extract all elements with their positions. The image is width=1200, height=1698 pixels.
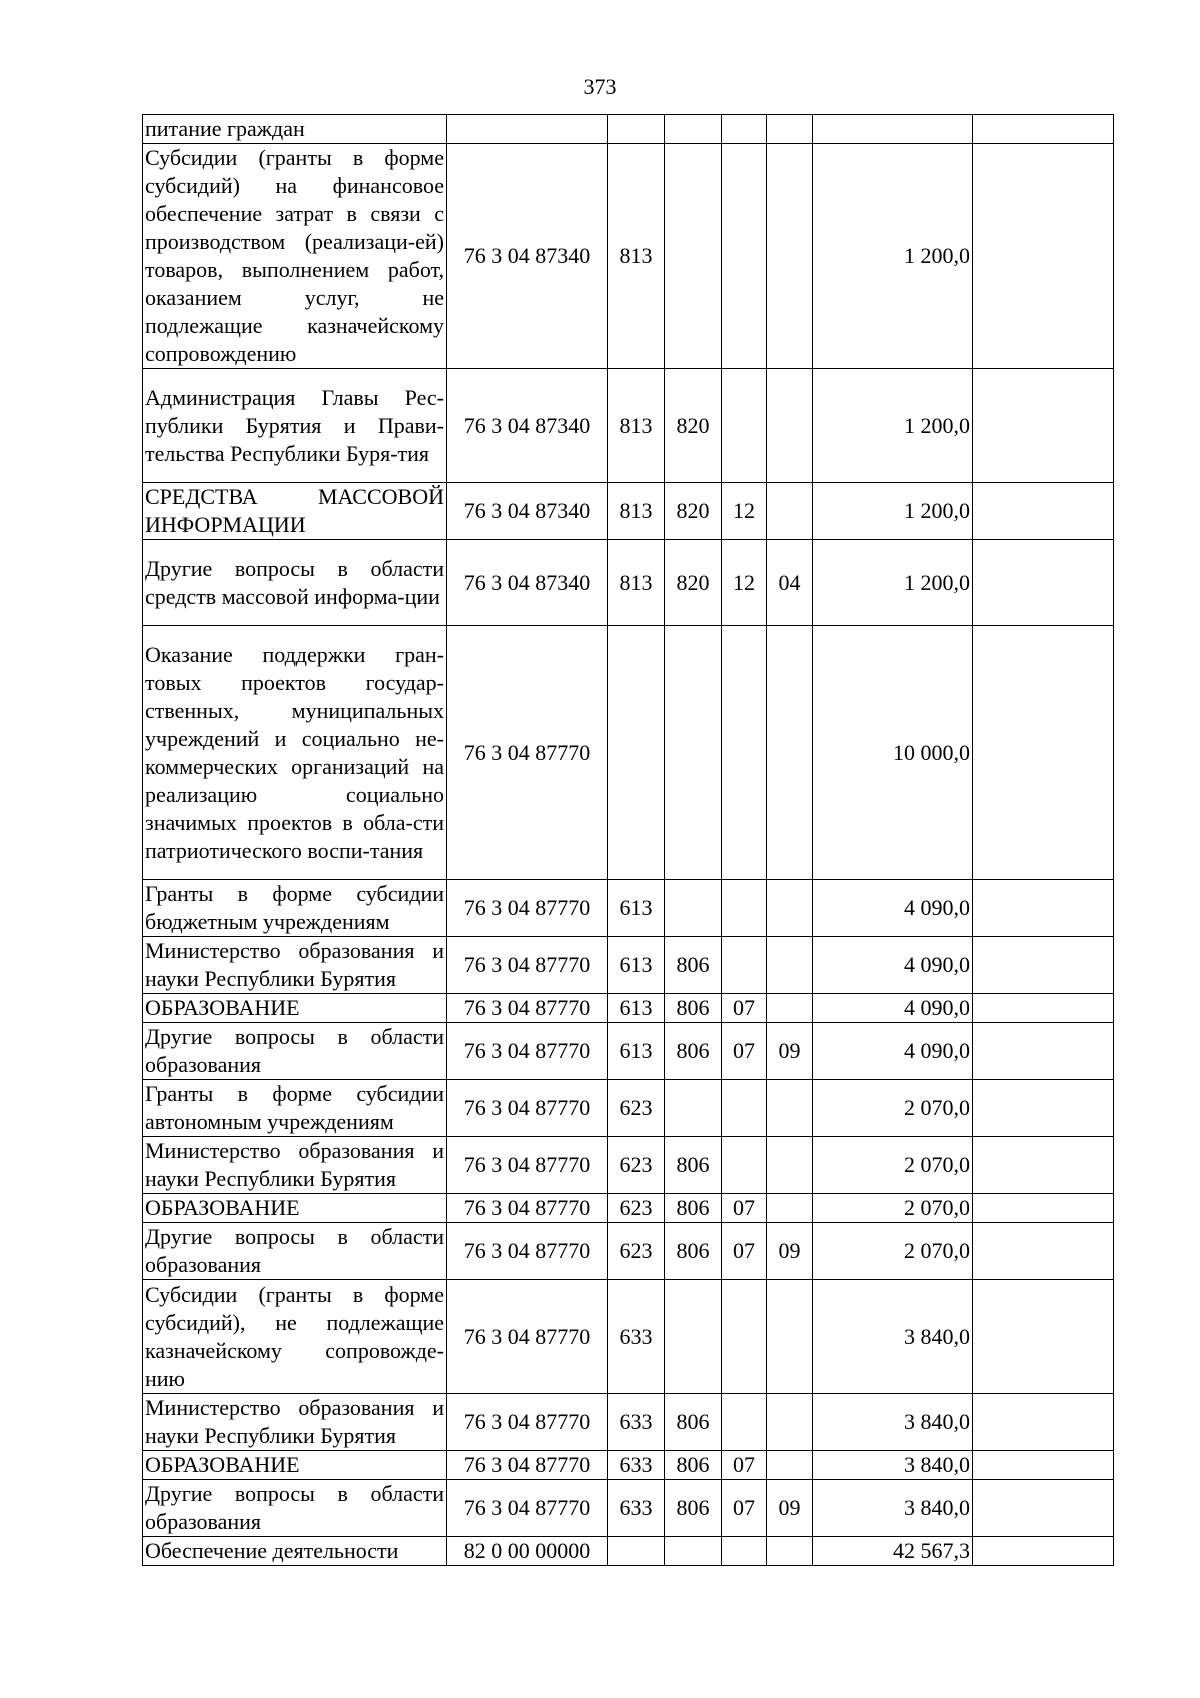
row-subsection [767,1280,813,1394]
row-ministry-code [665,626,722,880]
row-amount: 1 200,0 [813,144,973,369]
row-target-article: 76 3 04 87770 [447,1394,608,1451]
row-subsection [767,937,813,994]
row-empty-cell [973,1451,1114,1480]
row-target-article: 76 3 04 87770 [447,1023,608,1080]
row-section: 07 [722,1451,767,1480]
row-target-article: 76 3 04 87770 [447,880,608,937]
row-section [722,880,767,937]
row-section [722,144,767,369]
table-row [143,1080,1114,1137]
row-subsection [767,1537,813,1566]
row-subsection [767,115,813,144]
row-empty-cell [973,1537,1114,1566]
row-empty-cell [973,1194,1114,1223]
table-row [143,937,1114,994]
row-target-article: 76 3 04 87770 [447,626,608,880]
row-target-article: 76 3 04 87340 [447,144,608,369]
table-row [143,1480,1114,1537]
budget-table [142,114,1114,1566]
row-section: 07 [722,1023,767,1080]
row-name: Гранты в форме субсидии бюджетным учреждениям [143,880,447,937]
row-name: Другие вопросы в области образования [143,1223,447,1280]
row-ministry-code: 806 [665,994,722,1023]
row-amount: 10 000,0 [813,626,973,880]
row-empty-cell [973,369,1114,483]
row-name: Другие вопросы в области средств массовой информа-ции [143,540,447,626]
row-expense-type: 613 [608,937,665,994]
row-expense-type: 623 [608,1194,665,1223]
row-ministry-code [665,1080,722,1137]
row-empty-cell [973,1280,1114,1394]
row-section: 07 [722,1194,767,1223]
row-subsection [767,880,813,937]
row-subsection [767,1080,813,1137]
row-target-article: 76 3 04 87770 [447,994,608,1023]
row-empty-cell [973,1480,1114,1537]
row-subsection [767,144,813,369]
row-name: питание граждан [143,115,447,144]
row-expense-type: 623 [608,1137,665,1194]
row-subsection: 09 [767,1480,813,1537]
row-ministry-code: 806 [665,1023,722,1080]
row-target-article: 76 3 04 87340 [447,369,608,483]
row-ministry-code [665,1537,722,1566]
row-name: Субсидии (гранты в форме субсидий) на финансовое обеспечение затрат в связи с производством (реализаци-ей) товаров, выполнением работ, оказанием услуг, не подлежащие казначейскому сопровождению [143,144,447,369]
row-expense-type: 813 [608,540,665,626]
row-section [722,1137,767,1194]
row-expense-type: 633 [608,1394,665,1451]
row-ministry-code: 806 [665,937,722,994]
row-section: 12 [722,483,767,540]
row-target-article: 76 3 04 87770 [447,937,608,994]
row-target-article: 76 3 04 87340 [447,483,608,540]
row-expense-type [608,115,665,144]
row-ministry-code: 806 [665,1394,722,1451]
table-row [143,144,1114,369]
row-section [722,115,767,144]
row-expense-type: 633 [608,1280,665,1394]
row-expense-type [608,626,665,880]
row-amount: 2 070,0 [813,1194,973,1223]
row-ministry-code: 806 [665,1480,722,1537]
row-expense-type: 613 [608,1023,665,1080]
row-subsection [767,1451,813,1480]
row-subsection [767,994,813,1023]
table-row [143,1194,1114,1223]
table-row [143,1394,1114,1451]
row-target-article: 76 3 04 87770 [447,1280,608,1394]
row-name: Другие вопросы в области образования [143,1023,447,1080]
row-ministry-code: 820 [665,540,722,626]
row-subsection: 04 [767,540,813,626]
row-ministry-code [665,144,722,369]
row-name: Субсидии (гранты в форме субсидий), не подлежащие казначейскому сопровожде-нию [143,1280,447,1394]
row-ministry-code: 820 [665,369,722,483]
row-empty-cell [973,1137,1114,1194]
row-empty-cell [973,626,1114,880]
table-row [143,540,1114,626]
row-expense-type: 623 [608,1223,665,1280]
row-amount: 4 090,0 [813,1023,973,1080]
row-ministry-code: 806 [665,1223,722,1280]
table-row [143,483,1114,540]
table-row [143,1223,1114,1280]
row-amount: 1 200,0 [813,369,973,483]
table-row [143,1451,1114,1480]
row-amount: 2 070,0 [813,1137,973,1194]
row-subsection [767,369,813,483]
row-empty-cell [973,1080,1114,1137]
row-name: Гранты в форме субсидии автономным учреждениям [143,1080,447,1137]
budget-table-body [143,115,1114,1566]
row-name: Министерство образования и науки Республики Бурятия [143,1394,447,1451]
row-subsection [767,1137,813,1194]
row-ministry-code [665,1280,722,1394]
row-ministry-code: 806 [665,1451,722,1480]
row-expense-type: 813 [608,369,665,483]
row-target-article: 76 3 04 87770 [447,1480,608,1537]
row-amount: 3 840,0 [813,1451,973,1480]
row-section: 07 [722,1223,767,1280]
table-row [143,1280,1114,1394]
row-subsection: 09 [767,1023,813,1080]
row-target-article: 76 3 04 87770 [447,1080,608,1137]
table-row [143,880,1114,937]
row-name: Обеспечение деятельности [143,1537,447,1566]
row-empty-cell [973,1223,1114,1280]
row-section [722,937,767,994]
row-ministry-code: 806 [665,1194,722,1223]
row-amount: 4 090,0 [813,937,973,994]
row-empty-cell [973,483,1114,540]
row-amount: 1 200,0 [813,483,973,540]
row-amount: 3 840,0 [813,1394,973,1451]
row-expense-type: 633 [608,1480,665,1537]
row-section [722,1537,767,1566]
row-empty-cell [973,144,1114,369]
row-expense-type: 613 [608,880,665,937]
row-amount: 2 070,0 [813,1223,973,1280]
row-expense-type: 623 [608,1080,665,1137]
row-section [722,369,767,483]
row-empty-cell [973,1023,1114,1080]
row-section: 07 [722,994,767,1023]
row-target-article [447,115,608,144]
row-amount: 42 567,3 [813,1537,973,1566]
table-row [143,1137,1114,1194]
row-amount: 3 840,0 [813,1280,973,1394]
row-empty-cell [973,115,1114,144]
row-subsection: 09 [767,1223,813,1280]
page-number: 373 [583,74,617,99]
table-row [143,626,1114,880]
row-expense-type [608,1537,665,1566]
row-target-article: 76 3 04 87340 [447,540,608,626]
row-empty-cell [973,540,1114,626]
row-target-article: 76 3 04 87770 [447,1137,608,1194]
row-subsection [767,483,813,540]
row-subsection [767,1194,813,1223]
row-name: ОБРАЗОВАНИЕ [143,994,447,1023]
row-subsection [767,626,813,880]
row-name: Министерство образования и науки Республики Бурятия [143,1137,447,1194]
table-row [143,369,1114,483]
row-name: Другие вопросы в области образования [143,1480,447,1537]
row-name: СРЕДСТВА МАССОВОЙ ИНФОРМАЦИИ [143,483,447,540]
row-name: Министерство образования и науки Республики Бурятия [143,937,447,994]
row-name: Администрация Главы Рес-публики Бурятия и Прави-тельства Республики Буря-тия [143,369,447,483]
row-name: ОБРАЗОВАНИЕ [143,1451,447,1480]
row-empty-cell [973,937,1114,994]
row-expense-type: 813 [608,483,665,540]
row-ministry-code: 820 [665,483,722,540]
row-subsection [767,1394,813,1451]
row-amount: 2 070,0 [813,1080,973,1137]
row-expense-type: 613 [608,994,665,1023]
row-section [722,1394,767,1451]
row-section [722,1080,767,1137]
row-empty-cell [973,1394,1114,1451]
row-target-article: 82 0 00 00000 [447,1537,608,1566]
table-row [143,115,1114,144]
row-empty-cell [973,880,1114,937]
row-section [722,1280,767,1394]
table-row [143,1023,1114,1080]
table-row [143,1537,1114,1566]
row-ministry-code [665,115,722,144]
row-target-article: 76 3 04 87770 [447,1451,608,1480]
table-row [143,994,1114,1023]
row-amount: 3 840,0 [813,1480,973,1537]
row-empty-cell [973,994,1114,1023]
row-section: 12 [722,540,767,626]
row-expense-type: 813 [608,144,665,369]
row-target-article: 76 3 04 87770 [447,1194,608,1223]
row-amount: 1 200,0 [813,540,973,626]
row-amount [813,115,973,144]
row-section: 07 [722,1480,767,1537]
row-section [722,626,767,880]
row-name: Оказание поддержки гран-товых проектов государ-ственных, муниципальных учреждений и социально не-коммерческих организаций на реализацию социально значимых проектов в обла-сти патриотического воспи-тания [143,626,447,880]
row-amount: 4 090,0 [813,880,973,937]
row-ministry-code [665,880,722,937]
row-name: ОБРАЗОВАНИЕ [143,1194,447,1223]
row-expense-type: 633 [608,1451,665,1480]
row-target-article: 76 3 04 87770 [447,1223,608,1280]
row-amount: 4 090,0 [813,994,973,1023]
row-ministry-code: 806 [665,1137,722,1194]
